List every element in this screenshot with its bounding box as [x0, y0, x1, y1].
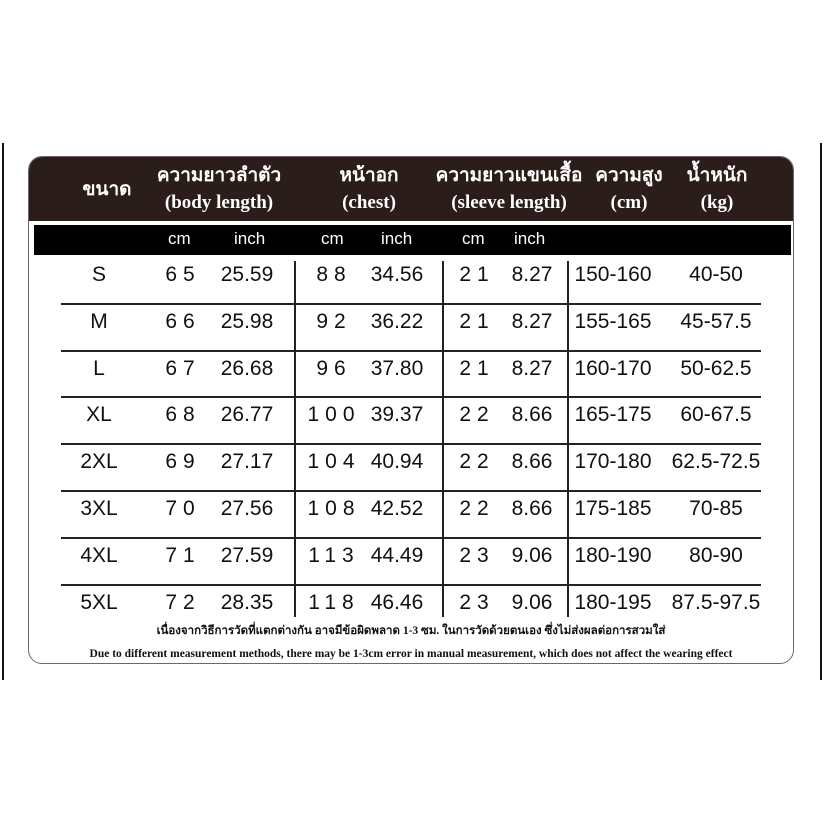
sleeve-cm-cell: 22	[459, 450, 495, 474]
size-chart-card	[28, 156, 794, 664]
size-cell: 4XL	[80, 543, 118, 567]
body-length-inch-cell: 25.98	[220, 309, 274, 333]
unit-sleeve-cm: cm	[462, 229, 485, 248]
sleeve-cm-cell: 22	[459, 403, 495, 427]
weight-range-cell: 70-85	[689, 497, 743, 520]
chest-inch-cell: 42.52	[370, 497, 424, 520]
left-border-line	[2, 143, 4, 680]
header-body-length-th: ความยาวลำตัว	[156, 165, 282, 186]
chest-cm-cell: 96	[316, 356, 352, 380]
weight-range-cell: 80-90	[689, 543, 743, 567]
chest-inch-cell: 44.49	[370, 543, 424, 567]
header-height	[594, 157, 664, 221]
unit-body-cm: cm	[168, 229, 191, 248]
sleeve-inch-cell: 9.06	[511, 590, 553, 614]
weight-range-cell: 45-57.5	[680, 309, 752, 333]
english-measurement-note: Due to different measurement methods, there may be 1-3cm error in manual measurement, which does not affect the wearing effect	[89, 648, 733, 660]
height-range-cell: 150-160	[574, 263, 652, 286]
unit-sleeve-inch: inch	[514, 229, 546, 248]
sleeve-cm-cell: 21	[459, 356, 495, 380]
sleeve-cm-cell: 22	[459, 497, 495, 520]
sleeve-inch-cell: 8.27	[511, 263, 553, 286]
unit-body-inch: inch	[234, 229, 266, 248]
body-length-inch-cell: 27.59	[220, 543, 274, 567]
body-length-cm-cell: 65	[165, 263, 201, 286]
height-range-cell: 180-190	[574, 543, 652, 567]
chest-inch-cell: 39.37	[370, 403, 424, 427]
sleeve-inch-cell: 8.66	[511, 450, 553, 474]
chest-inch-cell: 46.46	[370, 590, 424, 614]
chest-inch-cell: 34.56	[370, 263, 424, 286]
table-header	[29, 157, 793, 221]
header-sleeve-th: ความยาวแขนเสื้อ	[435, 165, 583, 186]
size-cell: 2XL	[80, 450, 118, 474]
chest-cm-cell: 88	[316, 263, 352, 286]
header-weight-th: น้ำหนัก	[686, 165, 748, 186]
height-range-cell: 175-185	[574, 497, 652, 520]
sleeve-inch-cell: 8.27	[511, 309, 553, 333]
header-sleeve-en: (sleeve length)	[451, 192, 567, 213]
chest-cm-cell: 104	[307, 450, 361, 474]
chest-cm-cell: 118	[308, 590, 360, 614]
body-length-cm-cell: 68	[165, 403, 201, 427]
body-length-cm-cell: 72	[165, 590, 201, 614]
size-cell: M	[90, 309, 108, 333]
row-divider	[61, 490, 761, 492]
body-length-cm-cell: 66	[165, 309, 201, 333]
unit-chest-inch: inch	[381, 229, 413, 248]
unit-bar	[34, 225, 791, 255]
header-weight-en: (kg)	[700, 192, 734, 213]
height-range-cell: 155-165	[574, 309, 652, 333]
sleeve-cm-cell: 21	[459, 309, 495, 333]
size-cell: L	[93, 356, 105, 380]
row-divider	[61, 396, 761, 398]
sleeve-cm-cell: 23	[459, 543, 495, 567]
header-size-label: ขนาด	[82, 178, 132, 200]
header-height-en: (cm)	[610, 192, 648, 213]
row-divider	[61, 584, 761, 586]
column-divider	[294, 261, 296, 617]
sleeve-cm-cell: 21	[459, 263, 495, 286]
height-range-cell: 165-175	[574, 403, 652, 427]
header-chest-th: หน้าอก	[339, 165, 399, 186]
header-chest-en: (chest)	[342, 192, 396, 213]
header-height-th: ความสูง	[595, 165, 663, 186]
body-length-inch-cell: 27.56	[220, 497, 274, 520]
weight-range-cell: 87.5-97.5	[671, 590, 761, 614]
column-divider	[567, 261, 569, 617]
row-divider	[61, 303, 761, 305]
weight-range-cell: 62.5-72.5	[671, 450, 761, 474]
header-weight	[677, 157, 757, 221]
header-sleeve	[434, 157, 584, 221]
body-length-inch-cell: 28.35	[220, 590, 274, 614]
weight-range-cell: 60-67.5	[680, 403, 752, 427]
sleeve-inch-cell: 9.06	[511, 543, 553, 567]
row-divider	[61, 537, 761, 539]
right-border-line	[820, 143, 822, 680]
body-length-cm-cell: 69	[165, 450, 201, 474]
header-chest	[314, 157, 424, 221]
body-length-cm-cell: 67	[165, 356, 201, 380]
chest-cm-cell: 113	[308, 543, 360, 567]
chest-inch-cell: 40.94	[370, 450, 424, 474]
height-range-cell: 180-195	[574, 590, 652, 614]
unit-chest-cm: cm	[321, 229, 344, 248]
size-cell: 5XL	[80, 590, 118, 614]
body-length-cm-cell: 71	[165, 543, 201, 567]
body-length-inch-cell: 25.59	[220, 263, 274, 286]
body-length-inch-cell: 27.17	[220, 450, 274, 474]
sleeve-inch-cell: 8.27	[511, 356, 553, 380]
chest-cm-cell: 92	[316, 309, 352, 333]
sleeve-cm-cell: 23	[459, 590, 495, 614]
height-range-cell: 170-180	[574, 450, 652, 474]
size-cell: 3XL	[80, 497, 118, 520]
weight-range-cell: 40-50	[689, 263, 743, 286]
body-length-inch-cell: 26.68	[220, 356, 274, 380]
column-divider	[442, 261, 444, 617]
chest-inch-cell: 37.80	[370, 356, 424, 380]
thai-measurement-note: เนื่องจากวิธีการวัดที่แตกต่างกัน อาจมีข้อผิดพลาด 1-3 ซม. ในการวัดด้วยตนเอง ซึ่งไม่ส่งผลต่อการสวมใส่	[156, 625, 666, 637]
sleeve-inch-cell: 8.66	[511, 497, 553, 520]
sleeve-inch-cell: 8.66	[511, 403, 553, 427]
weight-range-cell: 50-62.5	[680, 356, 752, 380]
chest-inch-cell: 36.22	[370, 309, 424, 333]
height-range-cell: 160-170	[574, 356, 652, 380]
row-divider	[61, 443, 761, 445]
size-cell: S	[91, 263, 106, 286]
row-divider	[61, 350, 761, 352]
header-body-length	[144, 157, 294, 221]
body-length-inch-cell: 26.77	[220, 403, 274, 427]
chest-cm-cell: 108	[307, 497, 361, 520]
size-cell: XL	[86, 403, 112, 427]
header-size	[67, 157, 147, 221]
chest-cm-cell: 100	[307, 403, 361, 427]
header-body-length-en: (body length)	[164, 192, 274, 213]
body-length-cm-cell: 70	[165, 497, 201, 520]
